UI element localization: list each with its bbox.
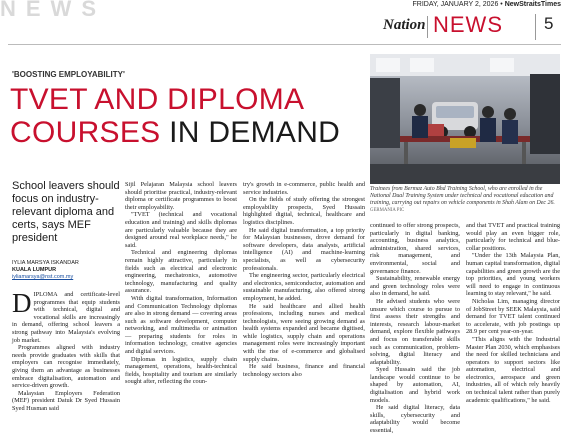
photo-caption-text: Trainees from Bermaz Auto Bhd Training School, who are enrolled in the National Dual Training System under technical and vocational education and training, carrying out repairs on vehicle components in Shah Alam on Dec 26.: [370, 186, 555, 206]
article-byline: [12, 260, 79, 281]
photo-credit: GERMANIA PIC: [370, 208, 405, 213]
article-kicker: 'BOOSTING EMPLOYABILITY': [12, 70, 125, 79]
article-column-1: [12, 288, 120, 413]
headline-line-2: [10, 116, 340, 149]
article-column-2: [125, 181, 237, 386]
body-paragraph: He said healthcare and allied health professions, including nurses and medical technologists, were seeing growing demand as health systems expanded and became digitised, while logistics, supply chain and operations management roles were increasingly important with the rise of e-commerce and globalised supply chains.: [243, 302, 365, 363]
headline-line-1: TVET AND DIPLOMA: [10, 83, 305, 116]
body-paragraph: "Under the 13th Malaysia Plan, human capital transformation, digital capabilities and green growth are the top priorities, and young workers will need to engage in continuous learning to stay relevant," he said.: [466, 252, 560, 298]
article-headline: [10, 83, 340, 149]
article-standfirst: School leavers should focus on industry-relevant diploma and certs, says MEF president: [12, 180, 120, 244]
masthead-rule: [8, 44, 561, 45]
byline-name: IYLIA MARSYA ISKANDAR: [12, 260, 79, 266]
byline-email-link[interactable]: iyliamarsya@nst.com.my: [12, 274, 74, 280]
issue-date: FRIDAY, JANUARY 2, 2026: [412, 1, 499, 8]
body-paragraph: He advised students who were unsure which course to pursue to first assess their strengths and interests, research labour-market demand, explore flexible pathways and focus on transferable skills such as communication, problem-solving, digital literacy and adaptability.: [370, 297, 460, 366]
body-paragraph: The engineering sector, particularly electrical and electronics, semiconductor, automation and sustainable manufacturing, also offered strong employment, he added.: [243, 272, 365, 302]
body-paragraph: Diplomas in logistics, supply chain management, operations, health-technical fields, hospitality and tourism are similarly sought after, reflecting the coun-: [125, 355, 237, 386]
body-paragraph: He said business, finance and financial technology sectors also: [243, 363, 365, 378]
body-paragraph: continued to offer strong prospects, particularly in digital banking, accounting, business analytics, administration, shared services, risk management, and environmental, social and governance finance.: [370, 222, 460, 275]
body-paragraph: Malaysian Employers Federation (MEF) president Datuk Dr Syed Hussain Syed Husman said: [12, 389, 120, 412]
page-number: 5: [544, 14, 554, 33]
body-paragraph: Nicholas Lim, managing director of JobStreet by SEEK Malaysia, said demand for TVET talent continued to accelerate, with job postings up 28.9 per cent year-on-year.: [466, 297, 560, 336]
body-paragraph: Programmes aligned with industry needs provide graduates with skills that employers can recognise immediately, giving them an advantage as businesses embrace digitalisation, automation and service-driven growth.: [12, 344, 120, 390]
headline-dark-part: IN DEMAND: [160, 116, 341, 149]
body-paragraph: On the fields of study offering the strongest employability prospects, Syed Hussain highlighted digital, technical, healthcare and logistics disciplines.: [243, 196, 365, 226]
body-paragraph: and that TVET and practical training would play an even bigger role, particularly for technical and blue-collar positions.: [466, 222, 560, 252]
article-column-5: [466, 222, 560, 404]
body-paragraph: "This aligns with the Industrial Master Plan 2030, which emphasises the need for skilled technicians and operators to support sectors like automation, electrical and electronics, aerospace and green industries, all of which rely heavily on technical talent rather than purely academic qualifications," he said.: [466, 335, 560, 404]
section-label: NEWS: [433, 12, 503, 37]
section-name: Nation: [383, 17, 426, 33]
photo-caption: [370, 186, 560, 214]
body-paragraph: He said digital literacy, data skills, cybersecurity and adaptability would become essential,: [370, 404, 460, 435]
body-paragraph: try's growth in e-commerce, public health and service industries.: [243, 181, 365, 196]
dropcap: D: [12, 288, 32, 318]
body-paragraph: He said digital transformation, a top priority for Malaysian businesses, drove demand for software developers, data analysts, artificial intelligence (AI) and machine-learning specialists, as well as cybersecurity professionals.: [243, 226, 365, 272]
byline-location: KUALA LUMPUR: [12, 267, 57, 273]
body-paragraph: With digital transformation, Information and Communication Technology diplomas are also in strong demand — covering areas such as software development, computer networking, and multimedia or animation — preparing students for roles in information technology, creative agencies and digital services.: [125, 294, 237, 356]
masthead-dateline: FRIDAY, JANUARY 2, 2026 • NewStraitsTimes: [412, 1, 561, 8]
article-column-3: [243, 181, 365, 378]
page-number-divider: [535, 14, 536, 40]
body-paragraph: Technical and engineering diplomas remain highly attractive, particularly in fields such as electrical and electronic engineering, mechatronics, automotive technology, manufacturing and quality assurance.: [125, 249, 237, 295]
article-photo: [370, 54, 560, 184]
masthead-watermark: NEWS: [0, 0, 106, 18]
body-paragraph: Syed Hussain said the job landscape would continue to be shaped by automation, AI, digitalisation and hybrid work models.: [370, 366, 460, 404]
body-paragraph: "TVET (technical and vocational education and training) and skills diplomas are particularly valuable because they are designed around real workplace needs," he said.: [125, 211, 237, 249]
body-paragraph: IPLOMA and certificate-level programmes that equip students with technical, digital and vocational skills are increasingly in demand, offering school leavers a strong pathway into Malaysia's evolving job market.: [12, 291, 120, 344]
workshop-photo-image: [370, 54, 560, 184]
article-column-4: [370, 222, 460, 435]
headline-red-part: COURSES: [10, 116, 161, 149]
body-paragraph: Sijil Pelajaran Malaysia school leavers should prioritise practical, industry-relevant diploma or certificate programmes to boost their employability.: [125, 181, 237, 211]
publication-name: NewStraitsTimes: [504, 1, 561, 8]
body-paragraph: Sustainability, renewable energy and green technology roles were also in demand, he said.: [370, 275, 460, 298]
section-divider: [427, 16, 428, 38]
